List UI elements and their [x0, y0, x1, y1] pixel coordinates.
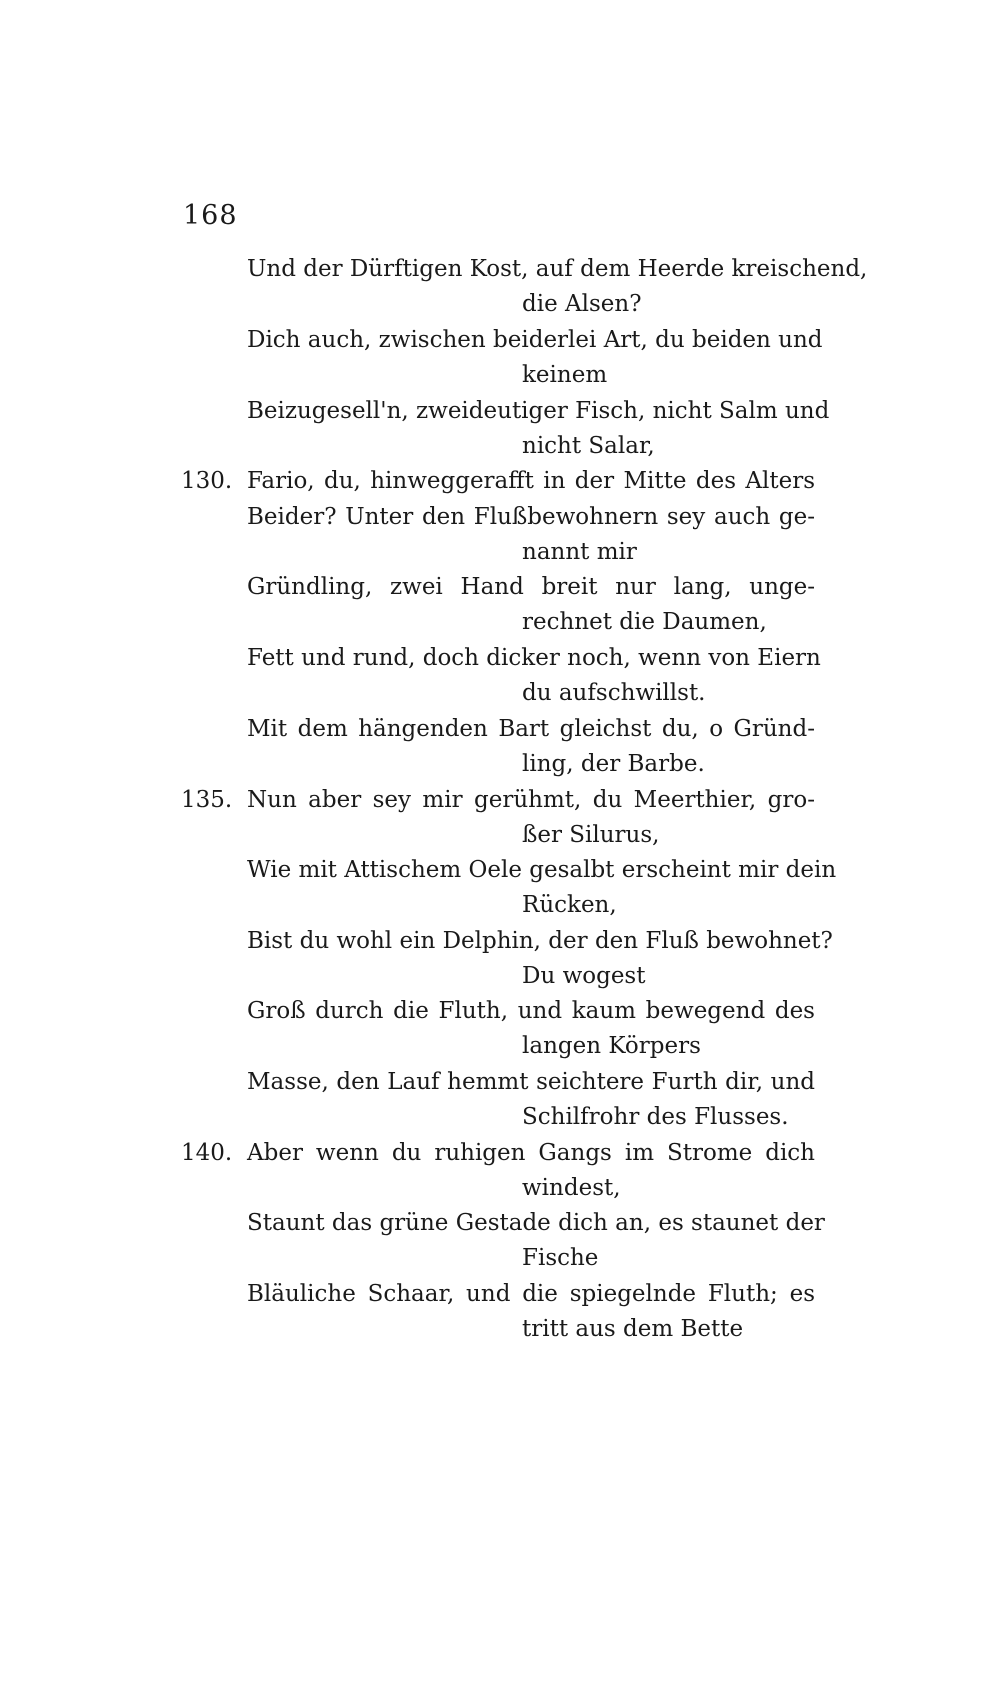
verse-continuation: tritt aus dem Bette — [522, 1316, 744, 1342]
verse-continuation: du aufschwillst. — [522, 680, 706, 706]
verse-line: Beizugesell'n, zweideutiger Fisch, nicht Salm und — [247, 398, 830, 424]
verse-continuation: ßer Silurus, — [522, 822, 660, 848]
verse-number: 140. — [181, 1140, 233, 1166]
verse-line: Dich auch, zwischen beiderlei Art, du beiden und — [247, 327, 823, 353]
verse-line: Mit dem hängenden Bart gleichst du, o Gründ- — [247, 716, 815, 742]
verse-line: Fett und rund, doch dicker noch, wenn von Eiern — [247, 645, 821, 671]
verse-continuation: ling, der Barbe. — [522, 751, 705, 777]
verse-continuation: rechnet die Daumen, — [522, 609, 767, 635]
verse-line: Fario, du, hinweggerafft in der Mitte des Alters — [247, 468, 815, 494]
verse-continuation: die Alsen? — [522, 291, 642, 317]
verse-line: Und der Dürftigen Kost, auf dem Heerde kreischend, — [247, 256, 868, 282]
verse-continuation: nannt mir — [522, 539, 637, 565]
verse-number: 130. — [181, 468, 233, 494]
verse-line: Nun aber sey mir gerühmt, du Meerthier, gro- — [247, 787, 815, 813]
verse-continuation: Fische — [522, 1245, 599, 1271]
verse-continuation: Schilfrohr des Flusses. — [522, 1104, 789, 1130]
verse-line: Bist du wohl ein Delphin, der den Fluß bewohnet? — [247, 928, 833, 954]
verse-line: Beider? Unter den Flußbewohnern sey auch ge- — [247, 504, 815, 530]
verse-continuation: keinem — [522, 362, 608, 388]
verse-line: Groß durch die Fluth, und kaum bewegend des — [247, 998, 815, 1024]
verse-line: Bläuliche Schaar, und die spiegelnde Fluth; es — [247, 1281, 815, 1307]
verse-line: Aber wenn du ruhigen Gangs im Strome dich — [247, 1140, 815, 1166]
verse-number: 135. — [181, 787, 233, 813]
verse-continuation: windest, — [522, 1175, 621, 1201]
verse-continuation: Du wogest — [522, 963, 646, 989]
verse-line: Staunt das grüne Gestade dich an, es staunet der — [247, 1210, 825, 1236]
verse-continuation: nicht Salar, — [522, 433, 655, 459]
verse-line: Masse, den Lauf hemmt seichtere Furth dir, und — [247, 1069, 815, 1095]
verse-continuation: Rücken, — [522, 892, 617, 918]
verse-line: Wie mit Attischem Oele gesalbt erscheint mir dein — [247, 857, 837, 883]
verse-line: Gründling, zwei Hand breit nur lang, unge- — [247, 574, 815, 600]
page-number: 168 — [183, 200, 238, 231]
verse-continuation: langen Körpers — [522, 1033, 701, 1059]
